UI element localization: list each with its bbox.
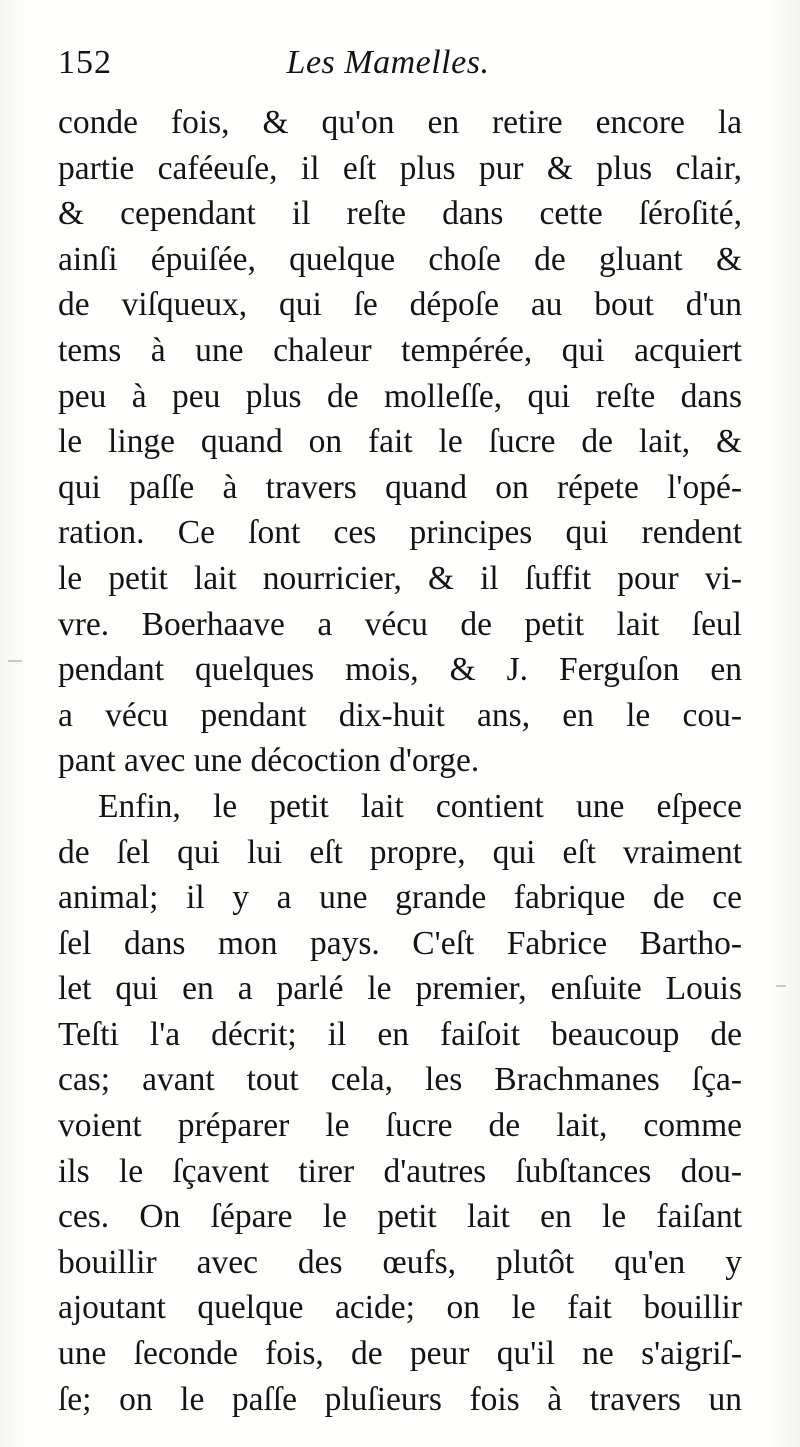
body-text (58, 100, 742, 1422)
text-line: animal; il y a une grande fabrique de ce (58, 879, 742, 917)
text-line: voient préparer le ſucre de lait, comme (58, 1107, 742, 1145)
text-line: ces. On ſépare le petit lait en le faiſant (58, 1198, 742, 1236)
text-line: peu à peu plus de molleſſe, qui reſte dans (58, 377, 742, 415)
text-line: le linge quand on fait le ſucre de lait, & (58, 423, 742, 461)
text-line: & cependant il reſte dans cette ſéroſité, (58, 195, 742, 233)
page-margin-mark (776, 985, 786, 987)
text-line: tems à une chaleur tempérée, qui acquiert (58, 331, 742, 369)
text-line: ajoutant quelque acide; on le fait bouillir (58, 1289, 742, 1327)
text-line: vre. Boerhaave a vécu de petit lait ſeul (58, 605, 742, 643)
paragraph (58, 100, 742, 784)
text-line: ſel dans mon pays. C'eſt Fabrice Bartho- (58, 924, 742, 962)
text-line: a vécu pendant dix-huit ans, en le cou- (58, 696, 742, 734)
text-line: une ſeconde fois, de peur qu'il ne s'aigriſ- (58, 1335, 742, 1373)
text-line: pendant quelques mois, & J. Ferguſon en (58, 651, 742, 689)
running-head: Les Mamelles. (286, 44, 490, 81)
page-header (58, 40, 718, 90)
text-line: ainſi épuiſée, quelque choſe de gluant & (58, 240, 742, 278)
text-line: Enfin, le petit lait contient une eſpece (98, 787, 742, 825)
page-number: 152 (58, 44, 112, 81)
text-line: de ſel qui lui eſt propre, qui eſt vraiment (58, 833, 742, 871)
text-line: Teſti l'a décrit; il en faiſoit beaucoup de (58, 1015, 742, 1053)
text-line: ils le ſçavent tirer d'autres ſubſtances dou- (58, 1152, 742, 1190)
text-line: le petit lait nourricier, & il ſuffit pour vi- (58, 559, 742, 597)
text-line: de viſqueux, qui ſe dépoſe au bout d'un (58, 286, 742, 324)
text-line: pant avec une décoction d'orge. (58, 742, 480, 780)
paragraph (58, 784, 742, 1422)
text-line: ration. Ce ſont ces principes qui rendent (58, 514, 742, 552)
text-line: let qui en a parlé le premier, enſuite Louis (58, 970, 742, 1008)
text-line: bouillir avec des œufs, plutôt qu'en y (58, 1243, 742, 1281)
text-line: conde fois, & qu'on en retire encore la (58, 104, 742, 141)
text-line: qui paſſe à travers quand on répete l'opé- (58, 468, 742, 506)
page-margin-mark (8, 660, 22, 662)
text-line: ſe; on le paſſe pluſieurs fois à travers un (58, 1380, 742, 1418)
text-line: partie caféeuſe, il eſt plus pur & plus clair, (58, 149, 742, 187)
text-line: cas; avant tout cela, les Brachmanes ſça- (58, 1061, 742, 1099)
